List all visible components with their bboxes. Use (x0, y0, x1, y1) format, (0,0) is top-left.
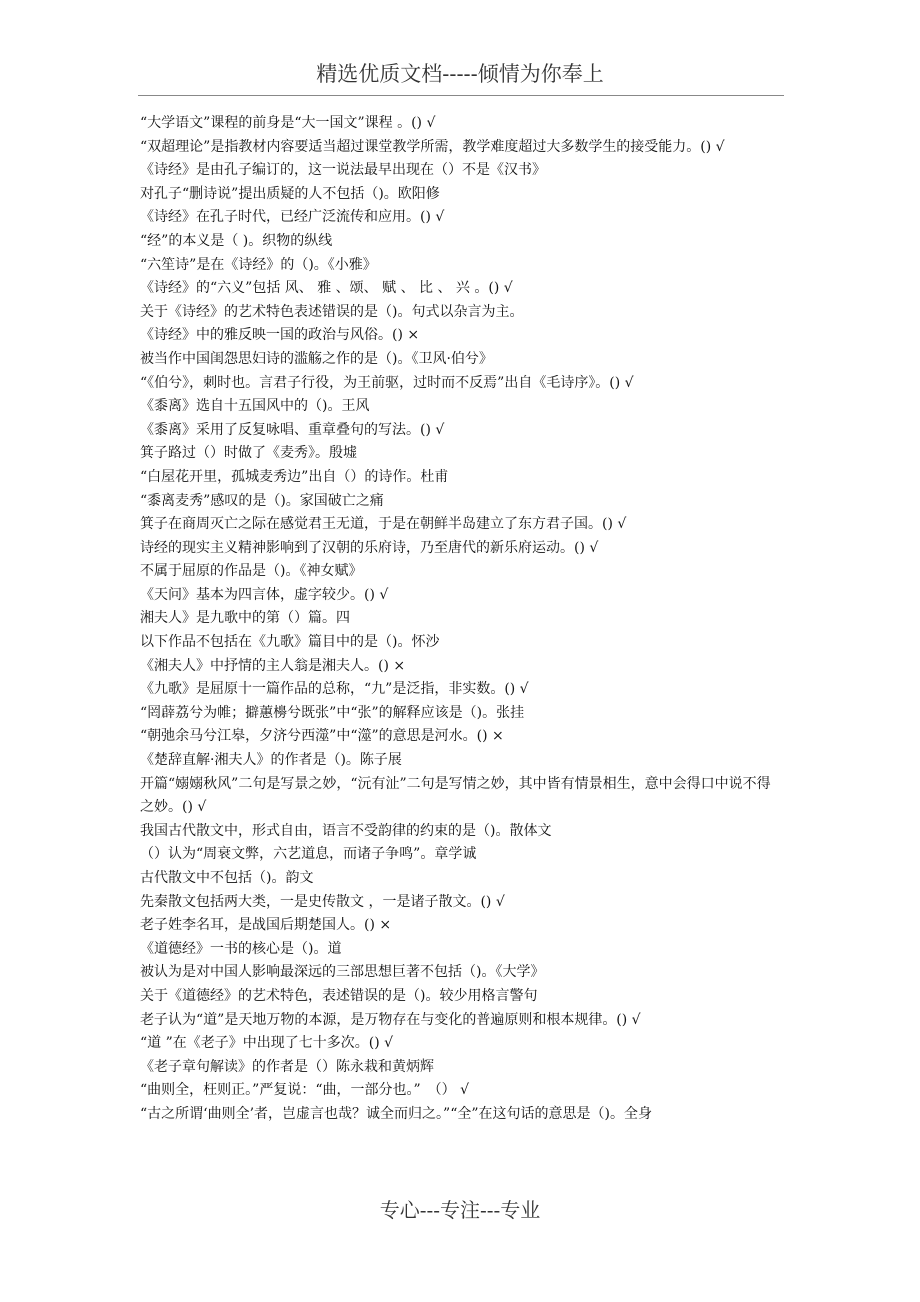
text-line: “黍离麦秀”感叹的是（)。家国破亡之痛 (140, 492, 384, 509)
text-line: 箕子路过（）时做了《麦秀》。殷墟 (140, 445, 357, 462)
document-body (140, 112, 782, 1127)
text-line: 《九歌》是屈原十一篇作品的总称，“九”是泛指，非实数。() √ (140, 681, 529, 698)
header-divider (138, 95, 784, 96)
text-line: 古代散文中不包括（)。韵文 (140, 870, 314, 886)
page-footer: 专心---专注---专业 (379, 1198, 541, 1222)
text-line: 《楚辞直解·湘夫人》的作者是（)。陈子展 (140, 752, 402, 769)
text-line: 被当作中国闺怨思妇诗的滥觞之作的是（)。《卫风·伯兮》 (140, 350, 493, 367)
text-line: “罔薜荔兮为帷；擗蕙櫋兮既张”中“张”的解释应该是（)。张挂 (140, 704, 525, 721)
text-line: 《诗经》中的雅反映一国的政治与风俗。() × (140, 327, 420, 344)
text-line: 老子认为“道”是天地万物的本源，是万物存在与变化的普遍原则和根本规律。() √ (140, 1011, 641, 1028)
text-line: 以下作品不包括在《九歌》篇目中的是（)。怀沙 (140, 634, 440, 651)
text-line: 《道德经》一书的核心是（)。道 (140, 940, 342, 957)
text-line: 我国古代散文中，形式自由，语言不受韵律的约束的是（)。散体文 (140, 822, 552, 839)
text-line: 《诗经》的“六义”包括 风、 雅 、颂、 赋 、 比 、 兴 。() √ (140, 280, 513, 297)
text-line: “经”的本义是（ )。织物的纵线 (140, 232, 333, 249)
text-line: 《湘夫人》中抒情的主人翁是湘夫人。() × (140, 657, 406, 674)
text-line: 《诗经》在孔子时代，已经广泛流传和应用。() √ (140, 209, 445, 226)
text-line: 关于《道德经》的艺术特色，表述错误的是（)。较少用格言警句 (140, 987, 538, 1004)
text-line: 《诗经》是由孔子编订的，这一说法最早出现在（）不是《汉书》 (140, 162, 546, 179)
text-line: 开篇“嫋嫋秋风”二句是写景之妙，“沅有沚”二句是写情之妙，其中皆有情景相生，意中会得口中说不得之妙。() √ (140, 775, 771, 816)
text-line: 被认为是对中国人影响最深远的三部思想巨著不包括（)。《大学》 (140, 964, 545, 981)
text-line: 不属于屈原的作品是（)。《神女赋》 (140, 563, 363, 580)
text-line: “《伯兮》，刺时也。言君子行役，为王前驱，过时而不反焉”出自《毛诗序》。() √ (140, 374, 634, 391)
text-line: 诗经的现实主义精神影响到了汉朝的乐府诗，乃至唐代的新乐府运动。() √ (140, 539, 599, 556)
text-line: “六笙诗”是在《诗经》的（)。《小雅》 (140, 256, 377, 273)
text-line: “古之所谓‘曲则全’者，岂虚言也哉？诚全而归之。”“全”在这句话的意思是（)。全身 (140, 1105, 652, 1122)
text-line: “道 ”在《老子》中出现了七十多次。() √ (140, 1035, 394, 1052)
text-line: “双超理论”是指教材内容要适当超过课堂教学所需，教学难度超过大多数学生的接受能力。() √ (140, 138, 725, 155)
text-line: “大学语文”课程的前身是“大一国文”课程 。() √ (140, 115, 436, 131)
text-line: 箕子在商周灭亡之际在感觉君王无道，于是在朝鲜半岛建立了东方君子国。() √ (140, 516, 627, 533)
text-line: “朝弛余马兮江皋，夕济兮西澨”中“澨”的意思是河水。() × (140, 728, 504, 745)
text-line: “曲则全，枉则正。”严复说：“曲，一部分也。” （） √ (140, 1082, 469, 1099)
text-line: “白屋花开里，孤城麦秀边”出自（）的诗作。杜甫 (140, 468, 449, 485)
text-line: 《黍离》采用了反复咏唱、重章叠句的写法。() √ (140, 421, 445, 438)
text-line: 《天问》基本为四言体，虚字较少。() √ (140, 586, 389, 603)
text-line: 老子姓李名耳，是战国后期楚国人。() × (140, 917, 392, 934)
text-line: 先秦散文包括两大类，一是史传散文 ，一是诸子散文。() √ (140, 893, 505, 910)
text-line: 对孔子“删诗说”提出质疑的人不包括（)。欧阳修 (140, 185, 440, 202)
text-line: 《黍离》选自十五国风中的（)。王风 (140, 398, 370, 415)
text-line: 湘夫人》是九歌中的第（）篇。四 (140, 610, 350, 627)
text-line: 《老子章句解读》的作者是（）陈永栽和黄炳辉 (140, 1058, 434, 1075)
text-line: 关于《诗经》的艺术特色表述错误的是（)。句式以杂言为主。 (140, 303, 524, 320)
text-line: （）认为“周衰文弊，六艺道息，而诸子争鸣”。章学诚 (140, 846, 477, 863)
page-header: 精选优质文档-----倾情为你奉上 (316, 62, 604, 86)
